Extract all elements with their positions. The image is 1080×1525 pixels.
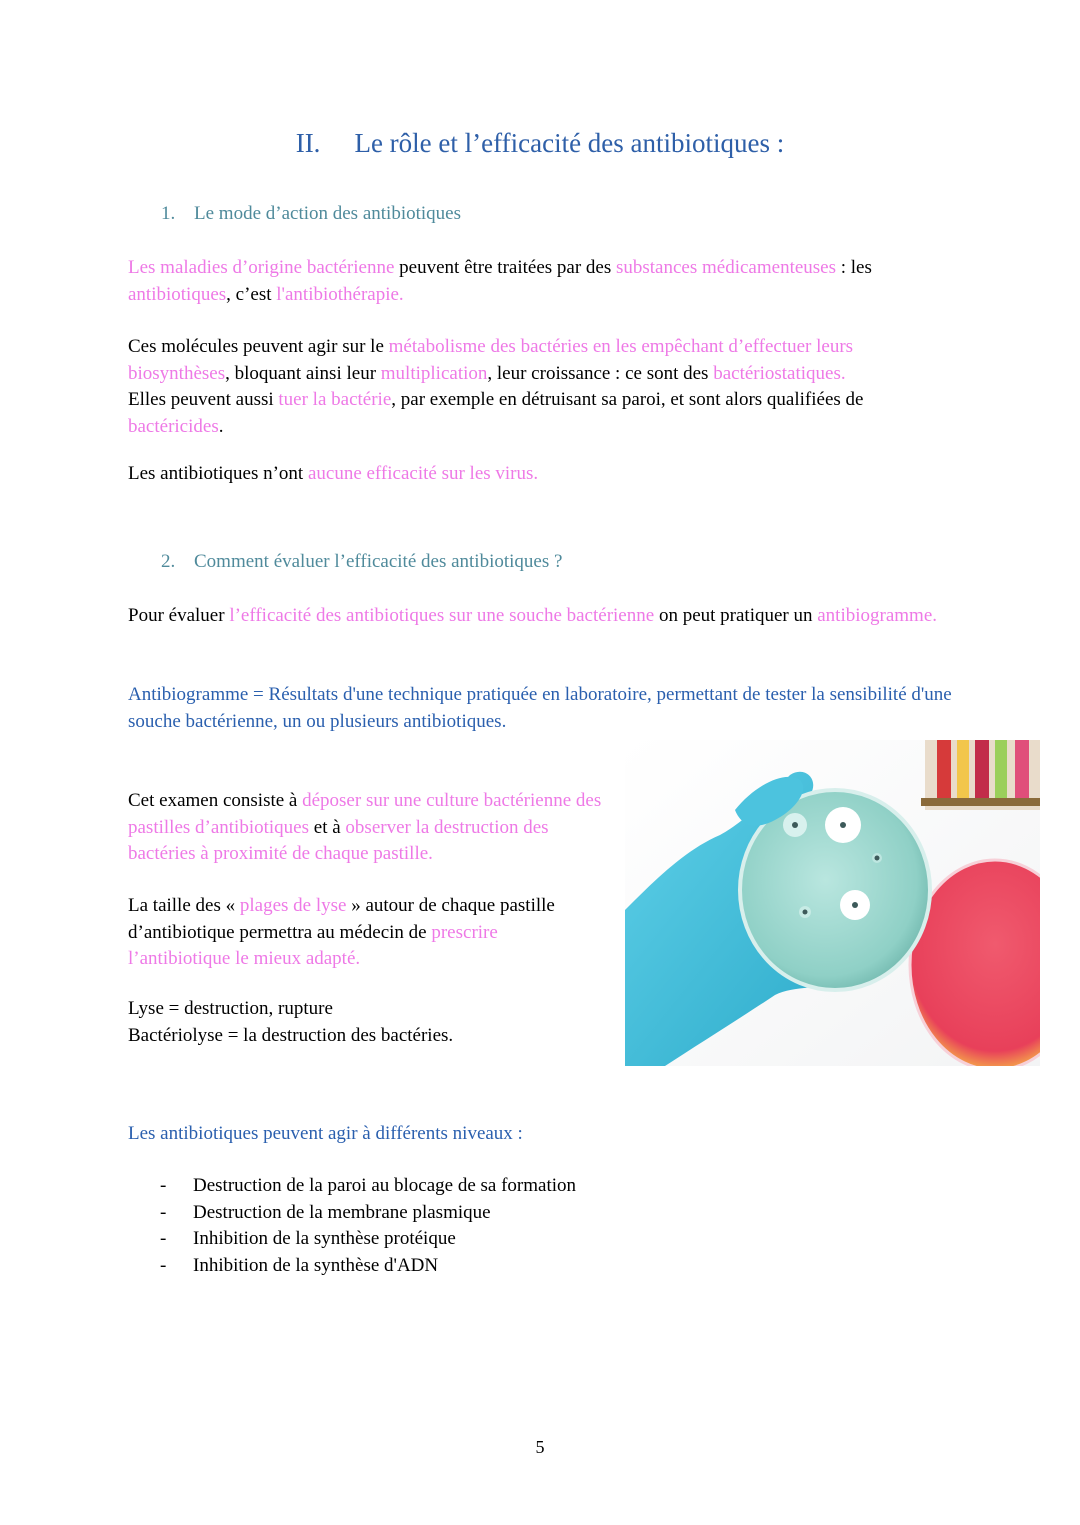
- antibiogram-definition: Antibiogramme = Résultats d'une technique pratiquée en laboratoire, permettant de tester la sensibilité d'une souche bactérienne, un ou plusieurs antibiotiques.: [128, 684, 952, 732]
- paragraph-lysis: [128, 893, 598, 973]
- highlight-text: antibiogramme.: [817, 605, 938, 626]
- body-text: Cet examen consiste à: [128, 790, 303, 811]
- list-item: [128, 1226, 728, 1253]
- paragraph-mechanism: [128, 334, 918, 440]
- body-text: La taille des «: [128, 895, 240, 916]
- body-text: on peut pratiquer un: [654, 605, 818, 626]
- highlight-text: observer la destruction des bactéries à proximité de chaque pastille.: [128, 816, 549, 864]
- list-item-text: Destruction de la paroi au blocage de sa formation: [193, 1175, 577, 1196]
- petri-dish-illustration: [625, 740, 1040, 1066]
- list-item: [128, 1173, 728, 1200]
- levels-list-container: [128, 1173, 728, 1279]
- list-item-text: Inhibition de la synthèse d'ADN: [193, 1254, 439, 1276]
- highlight-text: tuer la bactérie: [278, 389, 392, 410]
- lysis-definitions: [128, 996, 598, 1049]
- highlight-text: multiplication: [380, 362, 488, 384]
- body-text: et à: [309, 816, 346, 838]
- highlight-text: l'antibiothérapie.: [276, 283, 404, 305]
- paragraph-exam: [128, 788, 608, 868]
- highlight-text: substances médicamenteuses: [615, 257, 836, 278]
- dash-bullet: -: [160, 1228, 167, 1249]
- page-number: 5: [535, 1437, 545, 1457]
- petri-dish-photo: [625, 740, 1040, 1066]
- paragraph-virus: [128, 461, 928, 488]
- highlight-text: antibiotiques: [128, 283, 227, 305]
- paragraph-antibiotherapy: [128, 255, 928, 308]
- body-text: , par exemple en détruisant sa paroi, et sont alors qualifiées de: [391, 389, 864, 410]
- body-text: , leur croissance : ce sont des: [487, 362, 714, 384]
- subheading-1-title: Le mode d’action des antibiotiques: [194, 203, 461, 224]
- body-text: Elles peuvent aussi: [128, 389, 279, 410]
- highlight-text: métabolisme des bactéries en les empêchant d’effectuer leurs biosynthèses: [128, 336, 854, 384]
- highlight-text: déposer sur une culture bactérienne des pastilles d’antibiotiques: [128, 790, 602, 838]
- body-text: Ces molécules peuvent agir sur le: [128, 336, 389, 357]
- body-text: Les antibiotiques n’ont: [128, 463, 308, 484]
- list-item: [128, 1200, 728, 1227]
- highlight-text: plages de lyse: [239, 895, 347, 916]
- highlight-text: aucune efficacité sur les virus.: [307, 463, 539, 484]
- section-title-text: Le rôle et l’efficacité des antibiotiques :: [354, 128, 785, 158]
- highlight-text: Les maladies d’origine bactérienne: [128, 257, 395, 278]
- subheading-2-title: Comment évaluer l’efficacité des antibiotiques ?: [194, 551, 563, 572]
- subheading-1: [161, 203, 461, 225]
- body-text: , c’est: [226, 283, 277, 305]
- levels-intro: Les antibiotiques peuvent agir à différents niveaux :: [128, 1123, 523, 1144]
- body-text: : les: [836, 257, 872, 278]
- section-title: [0, 128, 1080, 159]
- levels-list: [128, 1173, 728, 1279]
- body-text: peuvent être traitées par des: [394, 257, 616, 278]
- body-text: Pour évaluer: [128, 605, 230, 626]
- body-text: , bloquant ainsi leur: [225, 362, 381, 384]
- dash-bullet: -: [160, 1201, 167, 1223]
- list-item: [128, 1253, 728, 1280]
- dash-bullet: -: [160, 1254, 167, 1276]
- highlight-text: bactériostatiques.: [713, 362, 846, 384]
- paragraph-evaluation: [128, 603, 1028, 630]
- dash-bullet: -: [160, 1175, 167, 1196]
- section-number: II.: [295, 128, 321, 158]
- list-item-text: Destruction de la membrane plasmique: [193, 1201, 491, 1223]
- subheading-1-number: 1.: [161, 203, 176, 224]
- lyse-definition: Lyse = destruction, rupture: [128, 998, 333, 1019]
- subheading-2-number: 2.: [161, 551, 176, 572]
- body-text: » autour de chaque pastille d’antibiotique permettra au médecin de: [128, 895, 555, 943]
- highlight-text: prescrire l’antibiotique le mieux adapté.: [128, 921, 498, 969]
- subheading-2: [161, 551, 562, 573]
- body-text: .: [218, 415, 224, 437]
- list-item-text: Inhibition de la synthèse protéique: [193, 1228, 456, 1249]
- highlight-text: l’efficacité des antibiotiques sur une souche bactérienne: [229, 605, 655, 626]
- highlight-text: bactéricides: [128, 415, 219, 437]
- bacteriolyse-definition: Bactériolyse = la destruction des bactéries.: [128, 1024, 454, 1046]
